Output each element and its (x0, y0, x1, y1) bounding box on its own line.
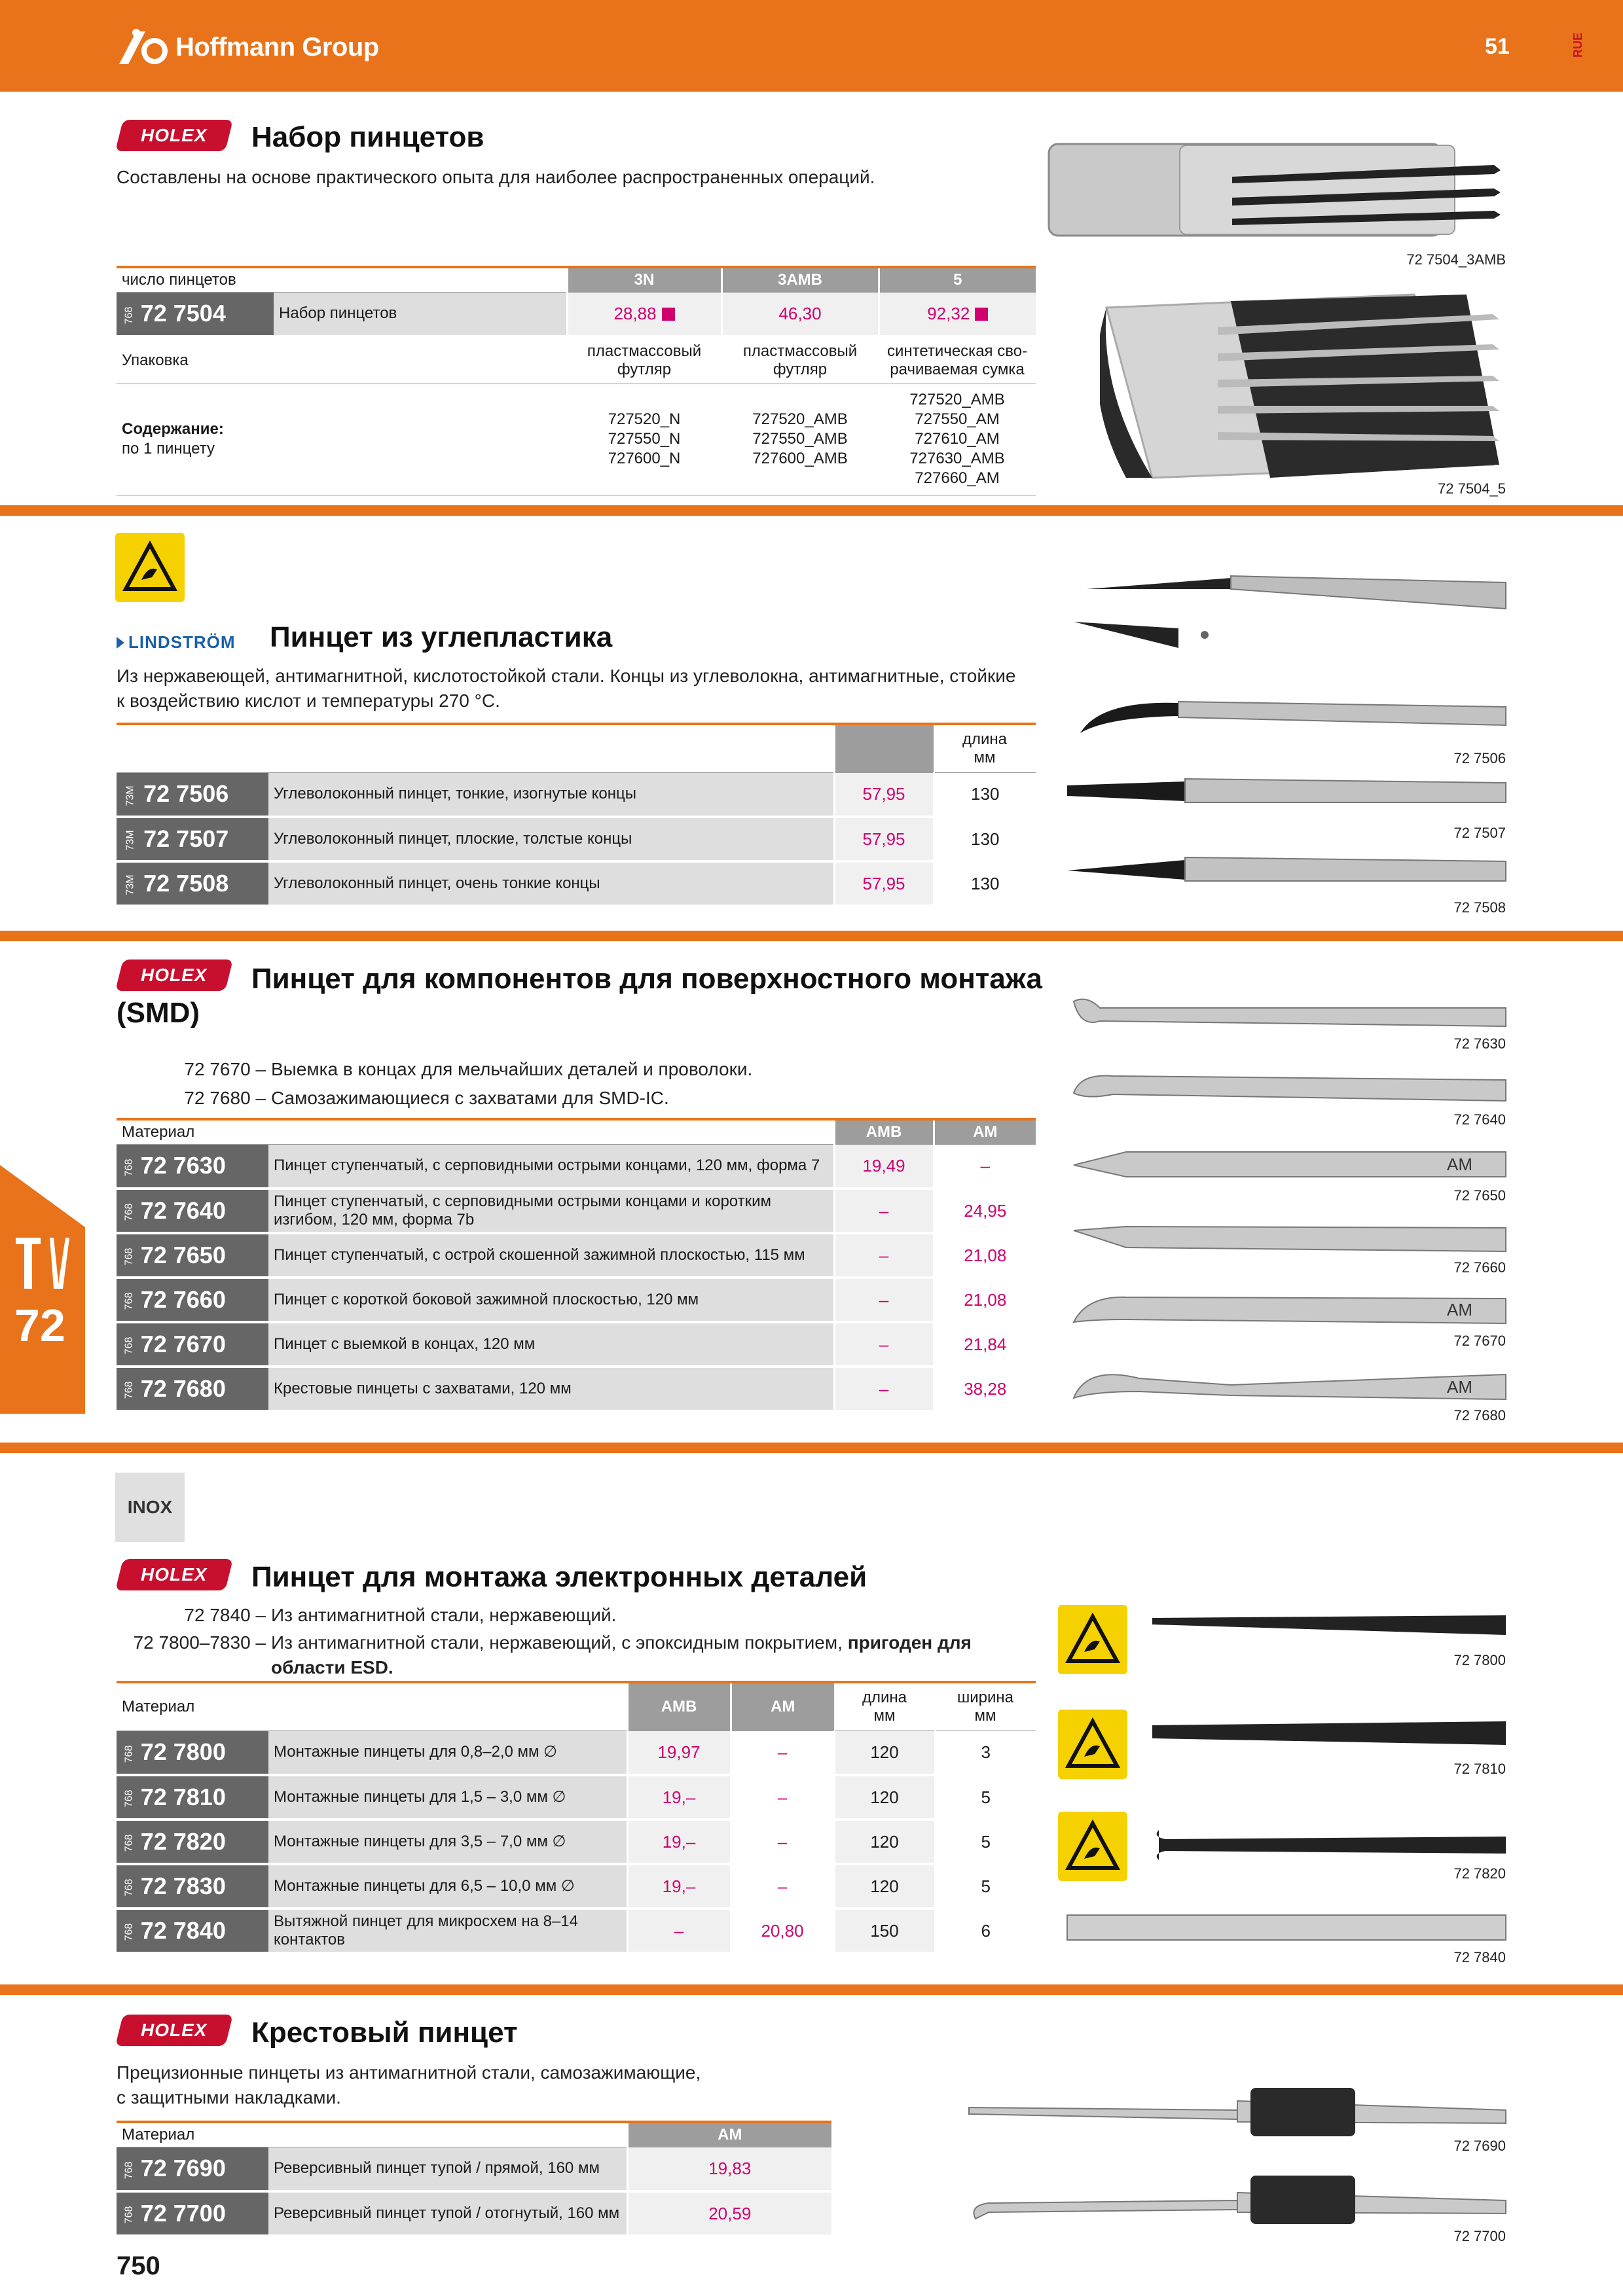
article-code: 72 7840 (140, 1917, 226, 1944)
packaging-row (117, 336, 1036, 384)
section-desc (117, 2060, 701, 2110)
article-code: 72 7640 (140, 1197, 226, 1224)
section-title-electronic-tweezers: Пинцет для монтажа электронных деталей (251, 1561, 867, 1593)
length-header-unit: мм (873, 1706, 896, 1725)
article-prefix: 768 (123, 1337, 135, 1355)
product-desc: Пинцет ступенчатый, с серповидными острыми концами, 120 мм, форма 7 (268, 1144, 834, 1189)
holex-badge (115, 2015, 233, 2046)
price-value: 38,28 (934, 1367, 1036, 1411)
note-text-bold: пригоден для (847, 1632, 972, 1653)
content-cell (721, 384, 879, 495)
price-value: – (834, 1322, 934, 1367)
product-desc: Монтажные пинцеты для 0,8–2,0 мм ∅ (268, 1731, 627, 1775)
article-prefix: 768 (123, 1382, 135, 1399)
price-value: 57,95 (834, 772, 934, 817)
table-row (117, 1233, 1036, 1278)
article-prefix: 768 (123, 1790, 135, 1808)
note-code: 72 7670 – (184, 1059, 266, 1079)
note-text: Самозажимающиеся с захватами для SMD-IC. (271, 1088, 669, 1108)
article-prefix: 768 (123, 1924, 135, 1941)
content-sub: по 1 пинцету (122, 440, 215, 457)
cross-tweezers-table (117, 2121, 831, 2237)
packaging-label: Упаковка (117, 336, 567, 384)
tweezers-image-727506 (1061, 687, 1512, 746)
length-value: 130 (934, 861, 1036, 906)
article-code: 72 7506 (143, 780, 229, 808)
holex-badge (115, 960, 233, 991)
variant-header: AM (627, 2122, 831, 2147)
lindstrom-chevron-icon (117, 637, 124, 649)
article-number (117, 772, 268, 817)
language-tag: RUE (1571, 33, 1584, 58)
content-item: 727520_AMB (752, 410, 848, 428)
price-value: 21,08 (934, 1278, 1036, 1322)
content-item: 727550_AMB (752, 430, 848, 448)
article-prefix: 768 (123, 2161, 135, 2179)
tweezers-set-table (117, 266, 1036, 495)
image-caption: 72 7640 (1453, 1111, 1506, 1128)
chapter-number: 72 (14, 1300, 65, 1351)
image-caption: 72 7820 (1453, 1865, 1506, 1882)
new-marker-icon (662, 308, 675, 321)
packaging-cell: пластмассовый футляр (567, 336, 721, 384)
tweezers-image-727810 (1146, 1712, 1512, 1758)
width-header (935, 1682, 1036, 1731)
section-title-cross-tweezers: Крестовый пинцет (251, 2017, 518, 2049)
table-header-row (117, 1119, 1036, 1144)
price-value: 19,83 (627, 2147, 831, 2191)
product-desc: Вытяжной пинцет для микросхем на 8–14 контактов (268, 1909, 627, 1953)
price-cell (879, 292, 1036, 336)
holex-badge-text: HOLEX (141, 125, 208, 145)
image-caption: 72 7680 (1453, 1407, 1506, 1424)
variant-header: 3AMB (721, 267, 879, 292)
electronic-tweezers-table (117, 1681, 1036, 1954)
image-caption: 72 7800 (1453, 1652, 1506, 1668)
desc-line: с защитными накладками. (117, 2087, 341, 2108)
article-prefix: 768 (123, 1248, 135, 1266)
table-row (117, 861, 1036, 906)
tweezers-image-727630 (1061, 988, 1512, 1041)
article-number (117, 861, 268, 906)
article-number (117, 2147, 268, 2191)
table-row (117, 1322, 1036, 1367)
article-number (117, 1322, 268, 1367)
article-prefix: 768 (123, 306, 135, 325)
table-header-row (117, 2122, 831, 2147)
article-prefix: 768 (123, 1835, 135, 1852)
tweezers-image-727840 (1061, 1905, 1512, 1950)
section-separator (0, 505, 1623, 516)
price-value: 21,08 (934, 1233, 1036, 1278)
content-item: 727630_AMB (909, 450, 1005, 467)
image-mark: AM (1447, 1300, 1472, 1319)
length-value: 130 (934, 817, 1036, 861)
product-desc: Пинцет с короткой боковой зажимной плоскостью, 120 мм (268, 1278, 834, 1322)
inox-badge: INOX (115, 1473, 185, 1542)
content-item: 727610_AM (915, 430, 1000, 448)
table-row (117, 1367, 1036, 1411)
length-value: 120 (834, 1775, 935, 1820)
table-header-row (117, 1682, 1036, 1731)
content-cell (567, 384, 721, 495)
table-row (117, 2191, 831, 2236)
article-code: 72 7670 (140, 1331, 226, 1357)
product-desc: Углеволоконный пинцет, тонкие, изогнутые концы (268, 772, 834, 817)
image-caption: 72 7660 (1453, 1259, 1506, 1276)
price-value: – (731, 1820, 834, 1864)
article-number (117, 1233, 268, 1278)
product-desc: Пинцет с выемкой в концах, 120 мм (268, 1322, 834, 1367)
image-caption: 72 7630 (1453, 1035, 1506, 1052)
image-caption: 72 7508 (1453, 899, 1506, 916)
price-value: – (731, 1775, 834, 1820)
width-header-unit: мм (974, 1706, 996, 1725)
tweezers-image-727820 (1146, 1817, 1512, 1869)
section-separator (0, 1984, 1623, 1995)
note-text: Выемка в концах для мельчайших деталей и проволоки. (271, 1059, 753, 1079)
table-row (117, 292, 1036, 336)
article-prefix: 73M (124, 874, 136, 896)
variant-header: AMB (627, 1682, 731, 1731)
smd-tweezers-table (117, 1118, 1036, 1412)
content-item: 727520_AMB (909, 391, 1005, 408)
holex-badge-text: HOLEX (141, 1564, 208, 1585)
carbon-tweezers-disassembled-image (1061, 563, 1512, 655)
article-code: 72 7508 (143, 870, 229, 897)
note-text (271, 1631, 1030, 1655)
lindstrom-logo (117, 632, 236, 653)
article-code: 72 7800 (140, 1738, 226, 1766)
length-value: 150 (834, 1909, 935, 1953)
content-item: 727600_AMB (752, 450, 848, 467)
article-prefix: 73M (124, 785, 136, 806)
section-desc (117, 664, 1015, 713)
section-title-tweezers-set: Набор пинцетов (251, 121, 484, 153)
table-row (117, 1820, 1036, 1864)
product-desc: Реверсивный пинцет тупой / отогнутый, 160 мм (268, 2191, 627, 2236)
content-label: Содержание: (122, 420, 224, 438)
article-number (117, 292, 274, 336)
article-number (117, 1189, 268, 1233)
note-code: 72 7800–7830 – (133, 1632, 266, 1653)
content-item: 727550_AM (915, 410, 1000, 428)
length-header-unit: мм (974, 748, 996, 766)
article-number (117, 1367, 268, 1411)
price-value: 19,– (627, 1864, 731, 1909)
tweezers-image-727670 (1061, 1283, 1512, 1335)
price-value: 19,49 (834, 1144, 934, 1189)
variant-header: 3N (567, 267, 721, 292)
product-desc: Крестовые пинцеты с захватами, 120 мм (268, 1367, 834, 1411)
article-code: 72 7830 (140, 1873, 226, 1899)
count-label: число пинцетов (117, 267, 567, 292)
esd-symbol-icon (1058, 1710, 1127, 1779)
price-value: 57,95 (834, 817, 934, 861)
price-value: 19,– (627, 1775, 731, 1820)
price-value: 92,32 (927, 303, 970, 323)
new-marker-icon (975, 308, 988, 321)
variant-header: AM (934, 1119, 1036, 1144)
article-number (117, 2191, 268, 2236)
article-number (117, 1909, 268, 1953)
image-caption: 72 7670 (1453, 1333, 1506, 1349)
article-number (117, 1864, 268, 1909)
table-row (117, 1775, 1036, 1820)
table-row (117, 2147, 831, 2191)
price-header (834, 724, 934, 772)
content-cell (879, 384, 1036, 495)
article-prefix: 768 (123, 1293, 135, 1310)
product-desc: Монтажные пинцеты для 6,5 – 10,0 мм ∅ (268, 1864, 627, 1909)
table-row (117, 772, 1036, 817)
content-label-cell (117, 384, 567, 495)
section-title-carbon-tweezers: Пинцет из углепластика (270, 621, 613, 653)
article-code: 72 7680 (140, 1375, 226, 1402)
packaging-cell: синтетическая сво-рачиваемая сумка (879, 336, 1036, 384)
image-caption: 72 7504_3AMB (1406, 251, 1506, 268)
image-caption: 72 7700 (1453, 2228, 1506, 2244)
material-label: Материал (117, 1682, 627, 1731)
image-caption: 72 7690 (1453, 2138, 1506, 2154)
price-value: 20,59 (627, 2191, 831, 2236)
article-code: 72 7507 (143, 825, 229, 852)
price-value: – (834, 1189, 934, 1233)
image-caption: 72 7810 (1453, 1761, 1506, 1777)
price-value: 28,88 (613, 303, 657, 323)
image-caption: 72 7650 (1453, 1187, 1506, 1204)
price-value: – (731, 1864, 834, 1909)
content-item: 727660_AM (915, 469, 1000, 487)
tweezers-tool-icon (13, 1234, 72, 1293)
variant-header: AM (731, 1682, 834, 1731)
table-row (117, 817, 1036, 861)
article-code: 72 7660 (140, 1286, 226, 1313)
holex-badge-text: HOLEX (141, 2020, 208, 2040)
tweezers-image-727660 (1061, 1211, 1512, 1263)
table-row (117, 1864, 1036, 1909)
desc-line: Прецизионные пинцеты из антимагнитной стали, самозажимающие, (117, 2062, 701, 2083)
esd-symbol-icon (1058, 1812, 1127, 1881)
section-title-smd-line1: Пинцет для компонентов для поверхностного монтажа (251, 963, 1043, 995)
header-blank (117, 724, 834, 772)
content-item: 727520_N 727550_N (608, 410, 681, 448)
length-header (834, 1682, 935, 1731)
article-code: 72 7504 (140, 300, 226, 327)
article-prefix: 768 (123, 2206, 135, 2224)
image-mark: AM (1447, 1377, 1472, 1397)
price-value: – (834, 1233, 934, 1278)
image-mark: AM (1447, 1155, 1472, 1174)
tweezers-image-727507 (1061, 766, 1512, 818)
article-code: 72 7810 (140, 1784, 226, 1810)
packaging-cell: пластмассовый футляр (721, 336, 879, 384)
variant-header: AMB (834, 1119, 934, 1144)
price-value: 24,95 (934, 1189, 1036, 1233)
length-header (934, 724, 1036, 772)
section-title-smd-line2: (SMD) (117, 997, 200, 1029)
product-desc: Монтажные пинцеты для 1,5 – 3,0 мм ∅ (268, 1775, 627, 1820)
section-separator (0, 1443, 1623, 1453)
image-caption: 72 7504_5 (1438, 480, 1506, 497)
product-desc: Углеволоконный пинцет, очень тонкие концы (268, 861, 834, 906)
brand-name: Hoffmann Group (175, 32, 379, 62)
article-code: 72 7700 (140, 2200, 226, 2227)
width-header-label: ширина (957, 1688, 1014, 1706)
table-row (117, 1278, 1036, 1322)
holex-badge (115, 1559, 233, 1590)
price-value: – (834, 1367, 934, 1411)
product-desc: Пинцет ступенчатый, с острой скошенной зажимной плоскостью, 115 мм (268, 1233, 834, 1278)
article-number (117, 1820, 268, 1864)
article-code: 72 7690 (140, 2155, 226, 2182)
width-value: 3 (935, 1731, 1036, 1775)
variant-header: 5 (879, 267, 1036, 292)
tweezers-image-727690 (962, 2081, 1512, 2147)
note-code: 72 7680 – (184, 1088, 266, 1108)
carbon-tweezers-table (117, 723, 1036, 907)
width-value: 5 (935, 1820, 1036, 1864)
article-number (117, 1731, 268, 1775)
article-prefix: 768 (123, 1879, 135, 1897)
lindstrom-logo-text: LINDSTRÖM (128, 632, 236, 652)
article-number (117, 1278, 268, 1322)
table-row (117, 1909, 1036, 1953)
page-number-bottom: 750 (117, 2251, 160, 2280)
note-text-normal: Из антимагнитной стали, нержавеющий, с эпоксидным покрытием, (271, 1632, 848, 1653)
holex-badge-text: HOLEX (141, 965, 208, 985)
price-cell (567, 292, 721, 336)
desc-line: к воздействию кислот и температуры 270 °C. (117, 691, 500, 711)
length-header-label: длина (862, 1688, 907, 1706)
tweezers-image-727650 (1061, 1139, 1512, 1191)
note-text-bold: области ESD. (271, 1657, 393, 1677)
product-desc: Монтажные пинцеты для 3,5 – 7,0 мм ∅ (268, 1820, 627, 1864)
product-desc: Углеволоконный пинцет, плоские, толстые концы (268, 817, 834, 861)
image-caption: 72 7840 (1453, 1949, 1506, 1965)
tweezers-image-727640 (1061, 1060, 1512, 1113)
width-value: 5 (935, 1864, 1036, 1909)
length-value: 130 (934, 772, 1036, 817)
product-name: Набор пинцетов (274, 292, 567, 336)
image-caption: 72 7507 (1453, 825, 1506, 841)
length-value: 120 (834, 1864, 935, 1909)
length-value: 120 (834, 1731, 935, 1775)
width-value: 5 (935, 1775, 1036, 1820)
table-header-row (117, 267, 1036, 292)
tweezers-image-727508 (1061, 844, 1512, 897)
brand-logo (117, 27, 379, 67)
material-label: Материал (117, 1119, 834, 1144)
section-separator (0, 931, 1623, 941)
price-cell (721, 292, 879, 336)
article-number (117, 1775, 268, 1820)
price-value: – (627, 1909, 731, 1953)
product-desc: Пинцет ступенчатый, с серповидными острыми концами и коротким изгибом, 120 мм, форма 7b (268, 1189, 834, 1233)
article-prefix: 73M (124, 830, 136, 852)
price-value: 19,97 (627, 1731, 731, 1775)
desc-line: Из нержавеющей, антимагнитной, кислотостойкой стали. Концы из углеволокна, антимагнитные, стойкие (117, 666, 1016, 686)
note-text-bold-line2 (271, 1656, 393, 1679)
article-code: 72 7630 (140, 1152, 226, 1179)
tweezers-roll-bag-image (1100, 281, 1512, 484)
product-desc: Реверсивный пинцет тупой / прямой, 160 мм (268, 2147, 627, 2191)
tweezers-case-image (1042, 137, 1510, 242)
price-value: – (731, 1731, 834, 1775)
article-number (117, 1144, 268, 1189)
table-row (117, 1189, 1036, 1233)
price-value: 20,80 (731, 1909, 834, 1953)
note-code: 72 7840 – (184, 1605, 266, 1625)
tweezers-image-727800 (1146, 1609, 1512, 1648)
content-row (117, 384, 1036, 495)
content-item: 727600_N (608, 450, 681, 467)
material-label: Материал (117, 2122, 627, 2147)
article-code: 72 7650 (140, 1242, 226, 1268)
table-header-row (117, 724, 1036, 772)
price-value: 46,30 (778, 303, 822, 323)
price-value: – (834, 1278, 934, 1322)
image-caption: 72 7506 (1453, 750, 1506, 766)
article-number (117, 817, 268, 861)
article-prefix: 768 (123, 1745, 135, 1763)
article-prefix: 768 (123, 1158, 135, 1177)
article-prefix: 768 (123, 1204, 135, 1221)
note-text: Из антимагнитной стали, нержавеющий. (271, 1605, 617, 1625)
price-value: – (934, 1144, 1036, 1189)
tweezers-image-727680 (1061, 1359, 1512, 1411)
table-row (117, 1144, 1036, 1189)
price-value: 57,95 (834, 861, 934, 906)
esd-symbol-icon (1058, 1605, 1127, 1674)
article-code: 72 7820 (140, 1828, 226, 1855)
length-header-label: длина (962, 730, 1007, 748)
width-value: 6 (935, 1909, 1036, 1953)
hoffmann-logo-icon (117, 27, 172, 67)
holex-badge (115, 120, 233, 151)
length-value: 120 (834, 1820, 935, 1864)
esd-symbol-icon (115, 533, 185, 602)
price-value: 21,84 (934, 1322, 1036, 1367)
section-desc: Составлены на основе практического опыта для наиболее распространенных операций. (117, 167, 875, 187)
table-row (117, 1731, 1036, 1775)
page-number-top: 51 (1485, 34, 1510, 59)
price-value: 19,– (627, 1820, 731, 1864)
